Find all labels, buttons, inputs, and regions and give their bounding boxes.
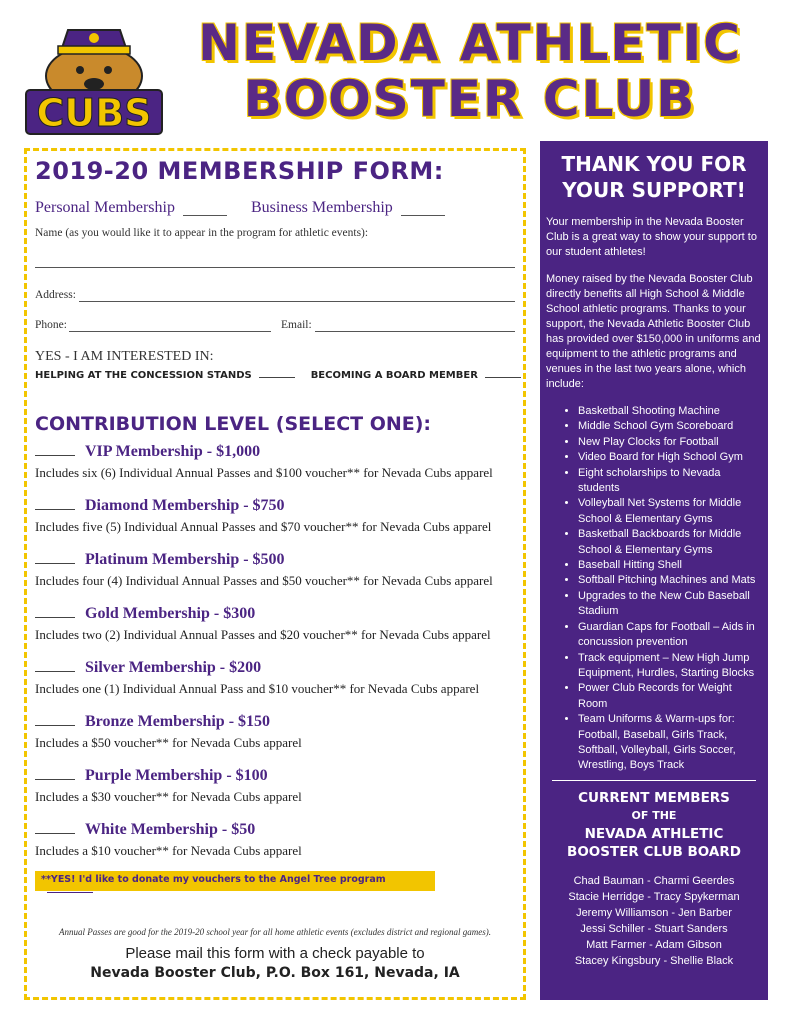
level-white-field[interactable]: [35, 833, 75, 834]
level-gold-desc: Includes two (2) Individual Annual Passes and $20 voucher** for Nevada Cubs apparel: [35, 627, 491, 642]
level-bronze-desc: Includes a $50 voucher** for Nevada Cubs apparel: [35, 735, 302, 750]
level-purple-field[interactable]: [35, 779, 75, 780]
email-field[interactable]: [315, 331, 515, 332]
title-line-2: BOOSTER CLUB: [243, 70, 697, 128]
list-item: • Track equipment – New High Jump Equipment, Hurdles, Starting Blocks: [578, 651, 762, 682]
level-silver-desc: Includes one (1) Individual Annual Pass and $10 voucher** for Nevada Cubs apparel: [35, 681, 480, 696]
level-platinum: [35, 551, 515, 589]
level-gold-name: Gold Membership - $300: [85, 605, 256, 622]
list-item: • Video Board for High School Gym: [578, 450, 762, 465]
list-item: • Volleyball Net Systems for Middle School & Elementary Gyms: [578, 496, 762, 527]
level-platinum-name: Platinum Membership - $500: [85, 551, 285, 568]
thank-you-heading: [546, 151, 762, 203]
level-white-name: White Membership - $50: [85, 821, 256, 838]
board-heading-line-3: NEVADA ATHLETIC: [584, 825, 724, 842]
angel-tree-option: [35, 871, 435, 891]
board-heading: [546, 789, 762, 861]
list-item: • Upgrades to the New Cub Baseball Stadium: [578, 589, 762, 620]
list-item: • Basketball Shooting Machine: [578, 404, 762, 419]
mail-instructions: Please mail this form with a check payable to: [125, 945, 425, 962]
list-item: • Guardian Caps for Football – Aids in concussion prevention: [578, 620, 762, 651]
level-gold: [35, 605, 515, 643]
interest-concession-field[interactable]: [259, 377, 295, 378]
sidebar-paragraph-1: Your membership in the Nevada Booster Club is a great way to show your support to our student athletes!: [546, 216, 757, 258]
board-members: [546, 873, 762, 969]
list-item: • Baseball Hitting Shell: [578, 558, 762, 573]
thank-you-sidebar: [540, 141, 768, 1000]
level-vip-name: VIP Membership - $1,000: [85, 443, 261, 460]
level-gold-field[interactable]: [35, 617, 75, 618]
level-platinum-desc: Includes four (4) Individual Annual Passes and $50 voucher** for Nevada Cubs apparel: [35, 573, 493, 588]
form-heading: 2019-20 MEMBERSHIP FORM:: [35, 157, 444, 185]
interest-concession-label: HELPING AT THE CONCESSION STANDS: [35, 370, 252, 381]
business-membership-field[interactable]: [401, 215, 445, 216]
mail-address: Nevada Booster Club, P.O. Box 161, Nevada, IA: [90, 965, 460, 981]
level-diamond-field[interactable]: [35, 509, 75, 510]
address-field[interactable]: [79, 301, 515, 302]
phone-label: Phone:: [35, 319, 67, 331]
level-silver-name: Silver Membership - $200: [85, 659, 262, 676]
contribution-heading: CONTRIBUTION LEVEL (SELECT ONE):: [35, 413, 432, 435]
level-silver: [35, 659, 515, 697]
thank-you-line-1: THANK YOU FOR: [561, 152, 747, 176]
logo-text: CUBS: [36, 91, 152, 135]
level-diamond: [35, 497, 515, 535]
personal-membership-label: Personal Membership: [35, 199, 175, 216]
level-bronze-field[interactable]: [35, 725, 75, 726]
membership-form: [24, 148, 526, 1000]
board-member-pair: Matt Farmer - Adam Gibson: [586, 938, 722, 951]
email-label: Email:: [281, 319, 312, 331]
name-label: Name (as you would like it to appear in the program for athletic events):: [35, 227, 369, 239]
list-item: • Team Uniforms & Warm-ups for: Football, Baseball, Girls Track, Softball, Volleyball, Girls Soccer, Wrestling, Boys Track: [578, 712, 762, 774]
angel-tree-field[interactable]: [47, 892, 93, 893]
board-member-pair: Chad Bauman - Charmi Geerdes: [573, 874, 735, 887]
list-item: • Basketball Backboards for Middle School & Elementary Gyms: [578, 527, 762, 558]
sidebar-divider: [552, 780, 756, 781]
business-membership-label: Business Membership: [251, 199, 393, 216]
level-vip-field[interactable]: [35, 455, 75, 456]
list-item: • Softball Pitching Machines and Mats: [578, 573, 762, 588]
interest-board-field[interactable]: [485, 377, 521, 378]
level-vip-desc: Includes six (6) Individual Annual Passes and $100 voucher** for Nevada Cubs apparel: [35, 465, 493, 480]
level-purple-name: Purple Membership - $100: [85, 767, 268, 784]
level-white: [35, 821, 515, 859]
board-heading-line-1: CURRENT MEMBERS: [578, 789, 730, 806]
name-field[interactable]: [35, 267, 515, 268]
sidebar-paragraph-2: Money raised by the Nevada Booster Club directly benefits all High School & Middle School athletic programs. Thanks to your support, the Nevada Athletic Booster Club has provided over $150,000 in uniforms and equipment to the athletic programs and venues in the last two years alone, which include:: [546, 273, 761, 390]
level-diamond-name: Diamond Membership - $750: [85, 497, 285, 514]
list-item: • Eight scholarships to Nevada students: [578, 466, 762, 497]
interest-options: [35, 370, 521, 381]
level-bronze-name: Bronze Membership - $150: [85, 713, 271, 730]
phone-field[interactable]: [69, 331, 271, 332]
level-platinum-field[interactable]: [35, 563, 75, 564]
level-bronze: [35, 713, 515, 751]
list-item: • Power Club Records for Weight Room: [578, 681, 762, 712]
level-silver-field[interactable]: [35, 671, 75, 672]
list-item: • Middle School Gym Scoreboard: [578, 419, 762, 434]
board-heading-line-4: BOOSTER CLUB BOARD: [567, 843, 741, 860]
board-member-pair: Stacie Herridge - Tracy Spykerman: [568, 890, 740, 903]
level-purple-desc: Includes a $30 voucher** for Nevada Cubs apparel: [35, 789, 302, 804]
interest-board-label: BECOMING A BOARD MEMBER: [310, 370, 478, 381]
thank-you-line-2: YOUR SUPPORT!: [562, 178, 746, 202]
address-label: Address:: [35, 289, 76, 301]
title-line-1: NEVADA ATHLETIC: [198, 14, 742, 72]
level-white-desc: Includes a $10 voucher** for Nevada Cubs apparel: [35, 843, 302, 858]
passes-note: Annual Passes are good for the 2019-20 school year for all home athletic events (excludes district and regional games).: [58, 927, 491, 937]
list-item: • New Play Clocks for Football: [578, 435, 762, 450]
board-heading-line-2: OF THE: [631, 808, 677, 822]
level-purple: [35, 767, 515, 805]
funded-items-list: [546, 404, 762, 774]
cubs-logo: [24, 18, 166, 138]
angel-tree-label: **YES! I'd like to donate my vouchers to the Angel Tree program: [41, 874, 386, 885]
board-member-pair: Jeremy Williamson - Jen Barber: [576, 906, 732, 919]
board-member-pair: Jessi Schiller - Stuart Sanders: [580, 922, 728, 935]
board-member-pair: Stacey Kingsbury - Shellie Black: [574, 954, 734, 967]
personal-membership-field[interactable]: [183, 215, 227, 216]
interest-heading: YES - I AM INTERESTED IN:: [35, 349, 214, 364]
page-title: [170, 14, 770, 126]
level-diamond-desc: Includes five (5) Individual Annual Passes and $70 voucher** for Nevada Cubs apparel: [35, 519, 492, 534]
level-vip: [35, 443, 515, 481]
